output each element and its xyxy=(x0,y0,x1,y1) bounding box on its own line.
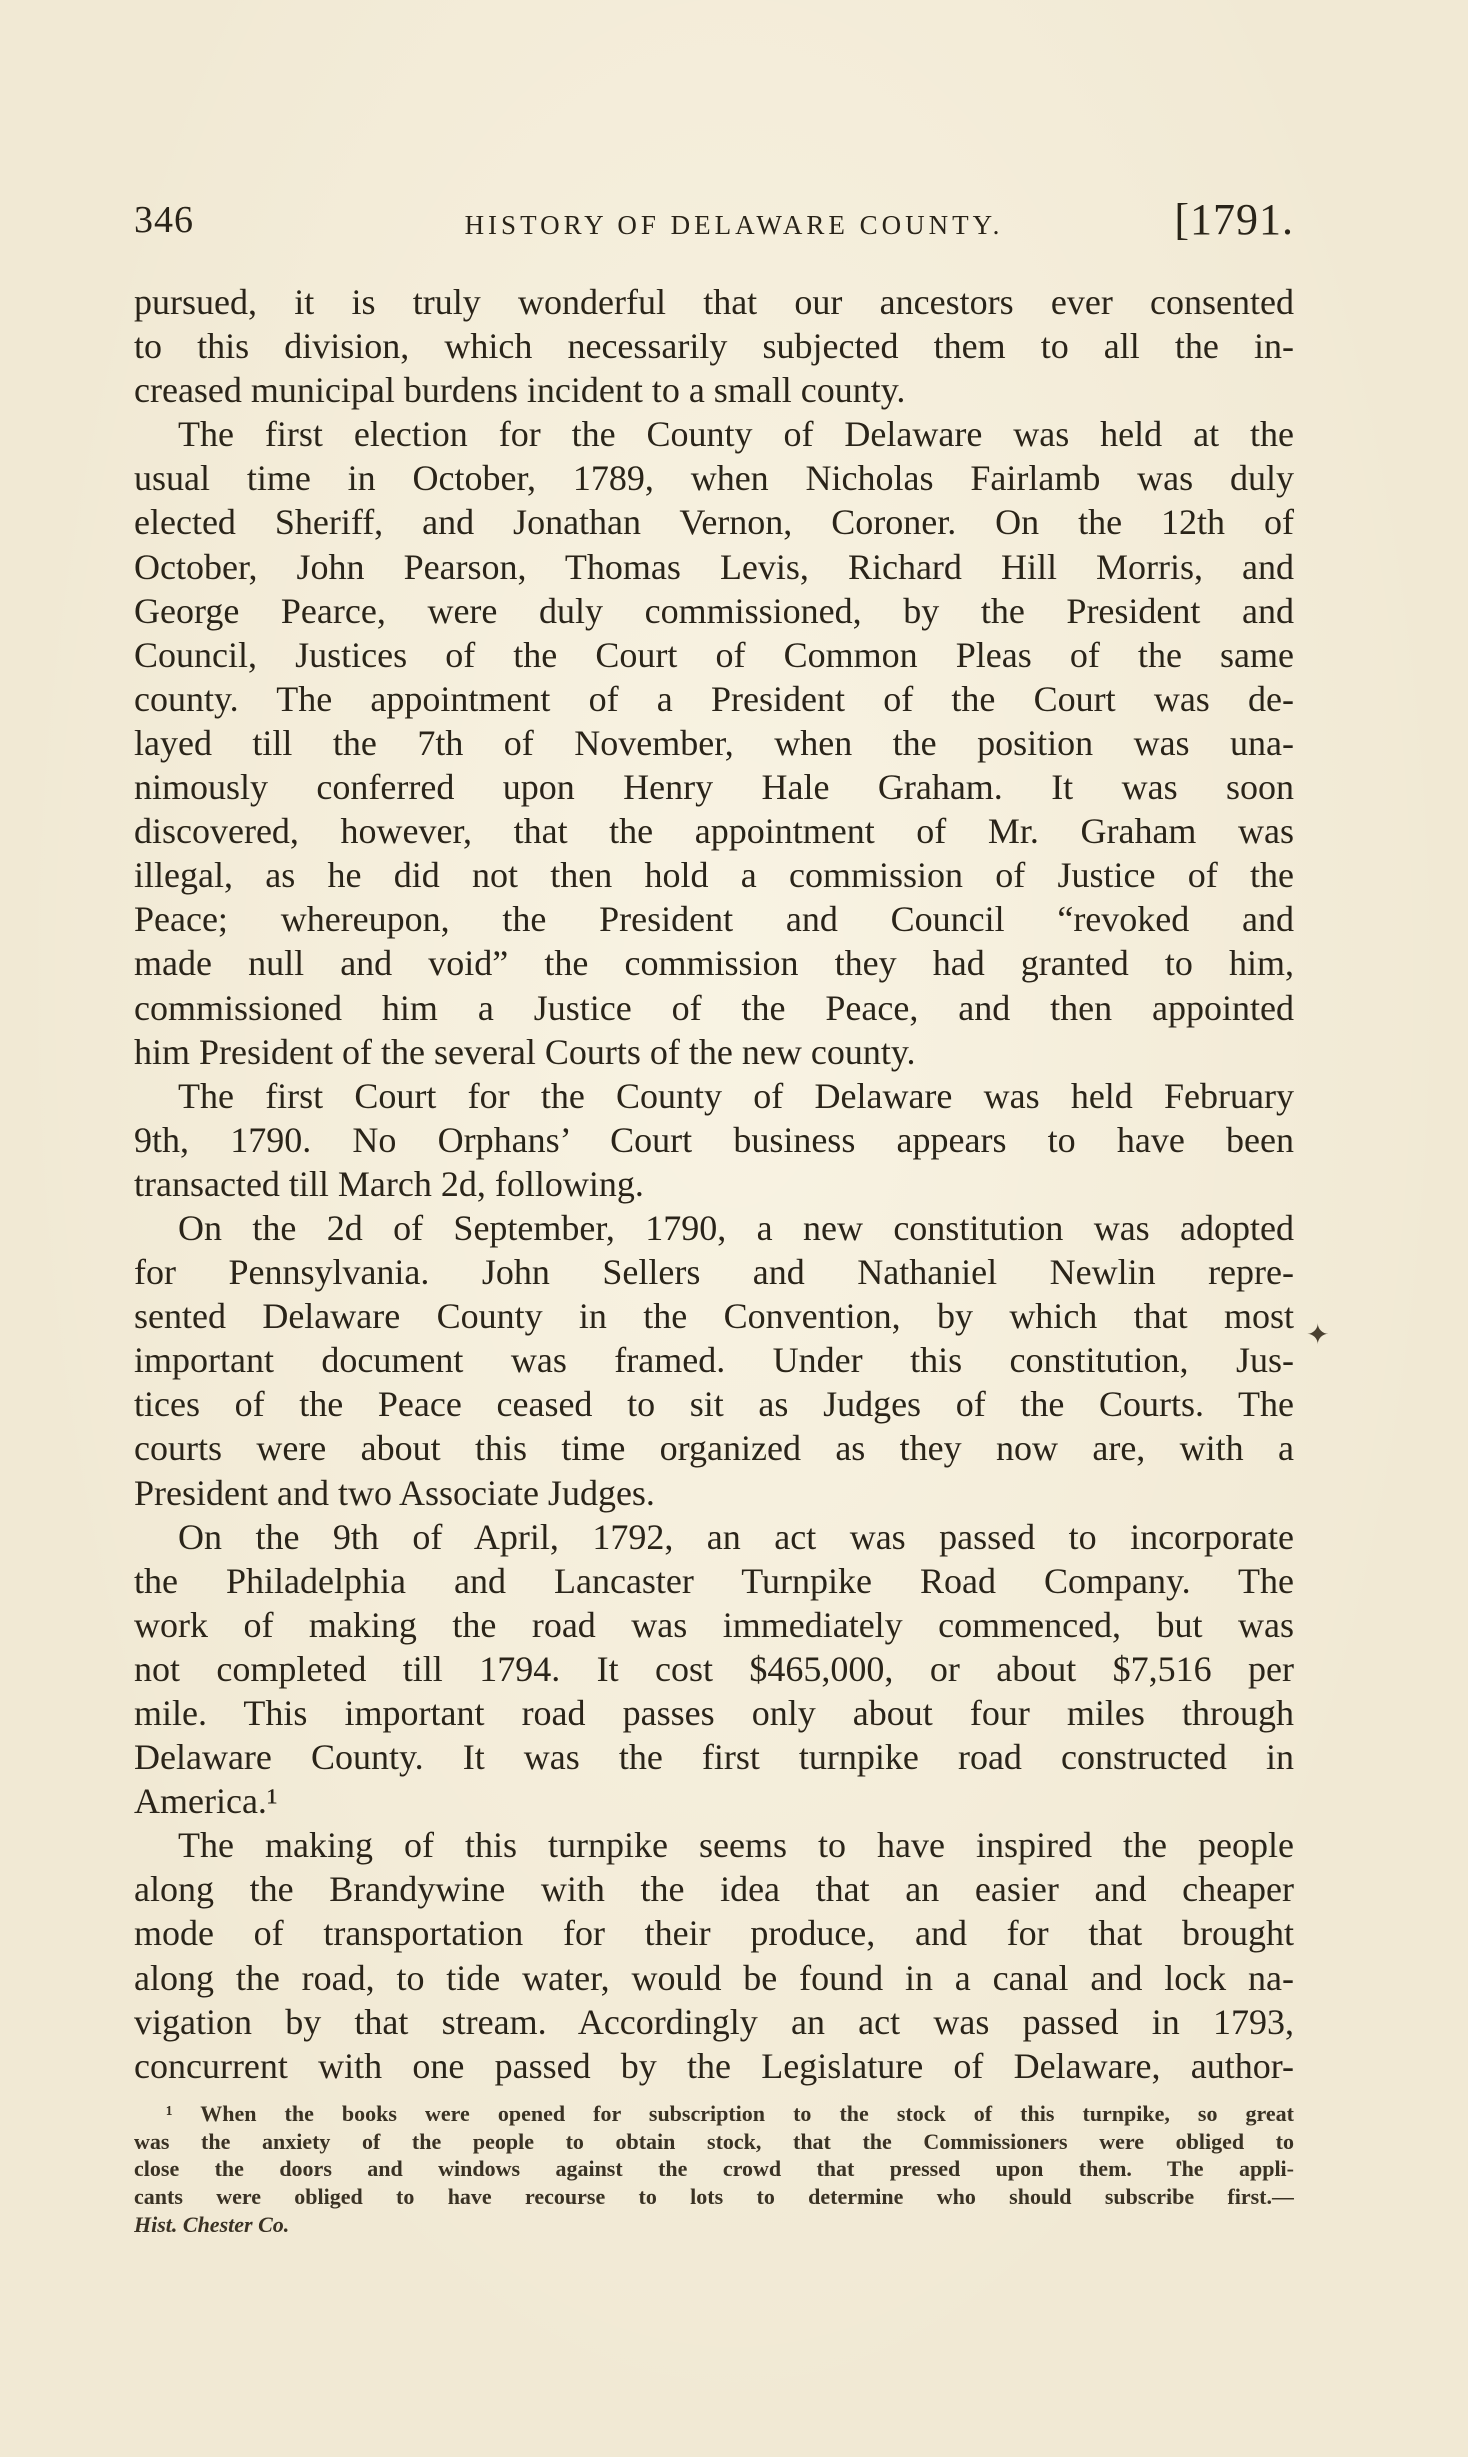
text-line: pursued, it is truly wonderful that our ancestors ever consented xyxy=(134,282,1294,322)
text-line: concurrent with one passed by the Legislature of Delaware, author- xyxy=(134,2045,1294,2086)
text-line: tices of the Peace ceased to sit as Judges of the Courts. The xyxy=(134,1384,1294,1425)
running-title: HISTORY OF DELAWARE COUNTY. xyxy=(464,210,1004,240)
footnote-line: ¹ When the books were opened for subscription to the stock of this turnpike, so great xyxy=(166,2101,1294,2126)
text-line: for Pennsylvania. John Sellers and Nathaniel Newlin repre- xyxy=(134,1252,1294,1293)
text-line: The making of this turnpike seems to have inspired the people xyxy=(178,1825,1294,1866)
text-line: The first Court for the County of Delaware was held February xyxy=(178,1075,1294,1116)
text-line: discovered, however, that the appointment of Mr. Graham was xyxy=(134,811,1294,852)
text-line: commissioned him a Justice of the Peace, and then appointed xyxy=(134,987,1294,1028)
text-line: On the 9th of April, 1792, an act was passed to incorporate xyxy=(178,1516,1294,1557)
text-line: Delaware County. It was the first turnpike road constructed in xyxy=(134,1737,1294,1778)
page-number: 346 xyxy=(134,199,194,241)
text-line: him President of the several Courts of the new county. xyxy=(134,1031,916,1072)
text-line: nimously conferred upon Henry Hale Graham. It was soon xyxy=(134,767,1294,808)
year-marker: [1791. xyxy=(1174,195,1294,244)
text-line: The first election for the County of Delaware was held at the xyxy=(178,414,1294,455)
text-line: made null and void” the commission they had granted to him, xyxy=(134,943,1294,984)
text-line: George Pearce, were duly commissioned, by the President and xyxy=(134,590,1294,631)
text-line: along the road, to tide water, would be found in a canal and lock na- xyxy=(134,1957,1294,1998)
footnote-source: Hist. Chester Co. xyxy=(134,2211,290,2237)
text-line: work of making the road was immediately commenced, but was xyxy=(134,1604,1294,1645)
footnote-line: was the anxiety of the people to obtain stock, that the Commissioners were obliged to xyxy=(134,2128,1294,2154)
text-line: illegal, as he did not then hold a commission of Justice of the xyxy=(134,855,1294,896)
text-line: important document was framed. Under this constitution, Jus- xyxy=(134,1340,1294,1381)
footnote-line: close the doors and windows against the crowd that pressed upon them. The appli- xyxy=(134,2156,1294,2182)
text-line: county. The appointment of a President of the Court was de- xyxy=(134,678,1294,719)
text-line: President and two Associate Judges. xyxy=(134,1472,655,1513)
text-line: usual time in October, 1789, when Nicholas Fairlamb was duly xyxy=(134,458,1294,499)
page-header xyxy=(134,195,1294,258)
text-line: mile. This important road passes only about four miles through xyxy=(134,1693,1294,1733)
text-line: courts were about this time organized as they now are, with a xyxy=(134,1428,1294,1469)
text-line: creased municipal burdens incident to a small county. xyxy=(134,370,906,411)
text-line: vigation by that stream. Accordingly an act was passed in 1793, xyxy=(134,2001,1294,2042)
footnotes xyxy=(134,2100,1294,2238)
text-line: America.¹ xyxy=(134,1781,278,1822)
text-line: the Philadelphia and Lancaster Turnpike Road Company. The xyxy=(134,1560,1294,1601)
text-line: October, John Pearson, Thomas Levis, Richard Hill Morris, and xyxy=(134,546,1294,587)
footnote-line: cants were obliged to have recourse to lots to determine who should subscribe first.— xyxy=(134,2184,1294,2210)
text-line: elected Sheriff, and Jonathan Vernon, Coroner. On the 12th of xyxy=(134,502,1294,543)
text-line: Council, Justices of the Court of Common Pleas of the same xyxy=(134,634,1294,675)
body-text xyxy=(134,280,1294,2088)
text-line: 9th, 1790. No Orphans’ Court business appears to have been xyxy=(134,1119,1294,1160)
text-line: layed till the 7th of November, when the position was una- xyxy=(134,722,1294,763)
text-line: not completed till 1794. It cost $465,000, or about $7,516 per xyxy=(134,1648,1294,1689)
text-line: to this division, which necessarily subjected them to all the in- xyxy=(134,326,1294,367)
text-line: along the Brandywine with the idea that an easier and cheaper xyxy=(134,1869,1294,1910)
text-line: sented Delaware County in the Convention, by which that most xyxy=(134,1296,1294,1337)
text-line: transacted till March 2d, following. xyxy=(134,1163,644,1204)
text-line: On the 2d of September, 1790, a new constitution was adopted xyxy=(178,1207,1294,1248)
margin-mark-icon: ✦ xyxy=(1306,1320,1330,1351)
text-line: Peace; whereupon, the President and Council “revoked and xyxy=(134,899,1294,940)
text-line: mode of transportation for their produce, and for that brought xyxy=(134,1913,1294,1954)
